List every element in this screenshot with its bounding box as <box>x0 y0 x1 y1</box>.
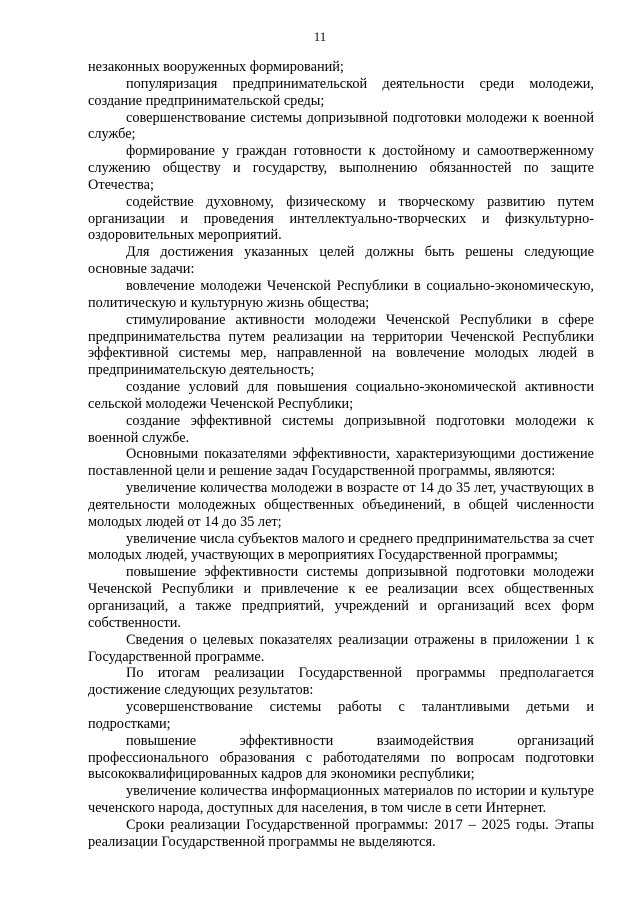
paragraph: Основными показателями эффективности, характеризующими достижение поставленной цели и решение задач Государственной программы, являются: <box>88 446 594 480</box>
paragraph: Для достижения указанных целей должны быть решены следующие основные задачи: <box>88 244 594 278</box>
document-body <box>88 59 594 851</box>
paragraph: Сроки реализации Государственной программы: 2017 – 2025 годы. Этапы реализации Государственной программы не выделяются. <box>88 816 594 850</box>
paragraph: увеличение числа субъектов малого и среднего предпринимательства за счет молодых людей, участвующих в мероприятиях Государственной программы; <box>88 530 594 564</box>
paragraph: незаконных вооруженных формирований; <box>88 59 344 75</box>
paragraph: популяризация предпринимательской деятельности среди молодежи, создание предпринимательской среды; <box>88 75 594 109</box>
paragraph: По итогам реализации Государственной программы предполагается достижение следующих результатов: <box>88 665 594 699</box>
paragraph: создание эффективной системы допризывной подготовки молодежи к военной службе. <box>88 412 594 446</box>
paragraph: вовлечение молодежи Чеченской Республики в социально-экономическую, политическую и культурную жизнь общества; <box>88 277 594 311</box>
paragraph: содействие духовному, физическому и творческому развитию путем организации и проведения интеллектуально-творческих и физкультурно-оздоровительных мероприятий. <box>88 193 594 244</box>
page-number: 11 <box>313 29 327 44</box>
paragraph: повышение эффективности взаимодействия организаций профессионального образования с работодателями по вопросам подготовки высококвалифицированных кадров для экономики республики; <box>88 732 594 783</box>
paragraph: Сведения о целевых показателях реализации отражены в приложении 1 к Государственной программе. <box>88 631 594 665</box>
paragraph: создание условий для повышения социально-экономической активности сельской молодежи Чеченской Республики; <box>88 379 594 412</box>
paragraph: стимулирование активности молодежи Чеченской Республики в сфере предпринимательства путем реализации на территории Чеченской Республики эффективной системы мер, направленной на вовлечение молодых людей в предпринимательскую деятельность; <box>88 311 594 379</box>
paragraph: совершенствование системы допризывной подготовки молодежи к военной службе; <box>88 109 594 143</box>
paragraph: увеличение количества информационных материалов по истории и культуре чеченского народа, доступных для населения, в том числе в сети Интернет. <box>88 783 594 817</box>
paragraph: усовершенствование системы работы с талантливыми детьми и подростками; <box>88 699 594 732</box>
paragraph: повышение эффективности системы допризывной подготовки молодежи Чеченской Республики и привлечение к ее реализации всех общественных организаций, а также предприятий, учреждений и организаций всех форм собственности. <box>88 564 594 631</box>
paragraph: формирование у граждан готовности к достойному и самоотверженному служению обществу и государству, выполнению обязанностей по защите Отечества; <box>88 143 594 193</box>
paragraph: увеличение количества молодежи в возрасте от 14 до 35 лет, участвующих в деятельности молодежных общественных объединений, в общей численности молодых людей от 14 до 35 лет; <box>88 480 594 530</box>
